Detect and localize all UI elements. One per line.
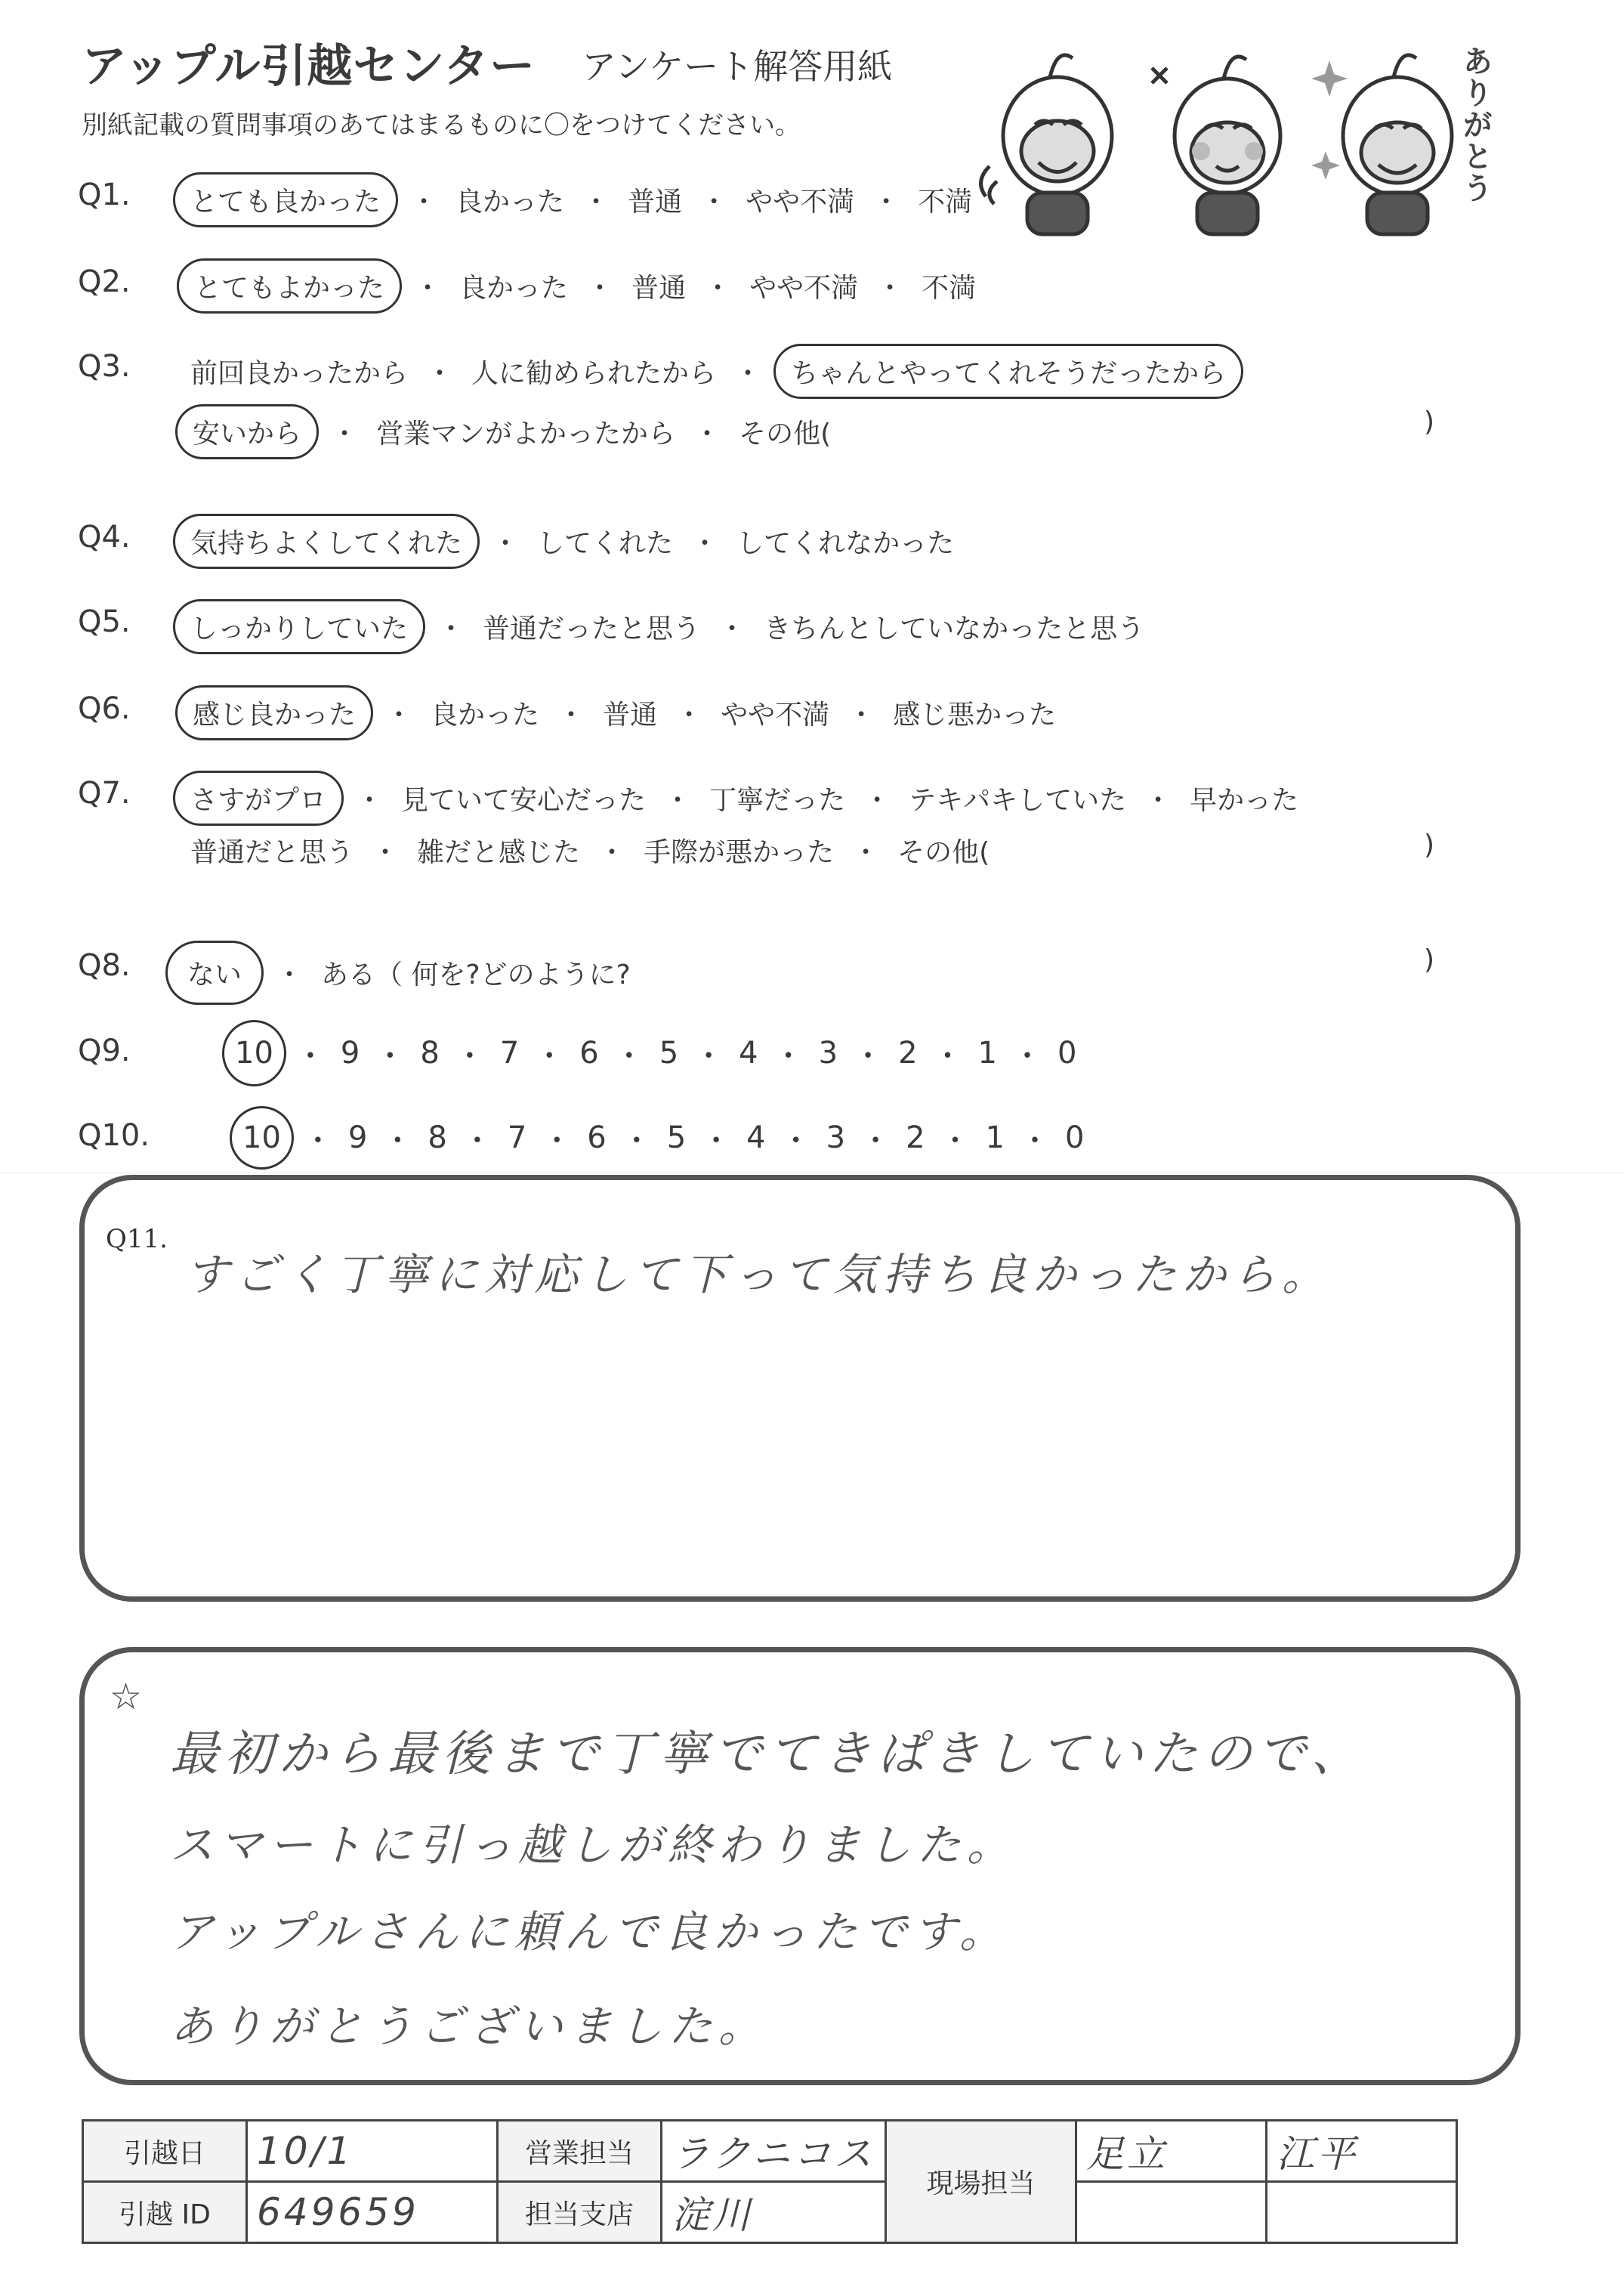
q4-label: Q4. bbox=[78, 520, 131, 555]
q3-option-other[interactable]: その他( bbox=[739, 419, 832, 450]
q5-options: しっかりしていた ・ 普通だったと思う ・ きちんとしていなかったと思う bbox=[178, 599, 1146, 654]
q3-option-circled[interactable]: ちゃんとやってくれそうだったから bbox=[773, 344, 1243, 399]
q10-option[interactable]: 2 bbox=[906, 1120, 925, 1155]
mascot-illustration bbox=[974, 23, 1518, 249]
free-comment-line: アップルさんに頼んで良かったです。 bbox=[170, 1906, 1009, 1958]
move-date-label: 引越日 bbox=[83, 2121, 247, 2182]
q7-label: Q7. bbox=[78, 776, 131, 811]
move-id-label: 引越 ID bbox=[83, 2182, 247, 2243]
q6-option[interactable]: 普通 bbox=[603, 700, 658, 731]
q6-option[interactable]: やや不満 bbox=[721, 700, 830, 731]
q10-option[interactable]: 3 bbox=[826, 1120, 846, 1155]
sales-rep-value[interactable]: ラクニコス bbox=[662, 2121, 886, 2182]
branch-value[interactable]: 淀川 bbox=[662, 2182, 886, 2243]
q8-option[interactable]: ある（ 何を?どのように? bbox=[321, 960, 631, 990]
q10-option[interactable]: 8 bbox=[428, 1120, 447, 1155]
q9-option[interactable]: 6 bbox=[579, 1036, 599, 1071]
q6-label: Q6. bbox=[78, 691, 131, 726]
q5-option[interactable]: きちんとしていなかったと思う bbox=[764, 613, 1145, 644]
q9-option-circled[interactable]: 10 bbox=[222, 1020, 286, 1086]
q11-label: Q11. bbox=[106, 1224, 168, 1254]
q10-option[interactable]: 5 bbox=[666, 1120, 687, 1155]
mascot-middle bbox=[1152, 57, 1280, 234]
mascot-left bbox=[981, 55, 1112, 234]
q1-option[interactable]: 不満 bbox=[918, 187, 973, 218]
q10-options: 10 ・ 9 ・ 8 ・ 7 ・ 6 ・ 5 ・ 4 ・ 3 ・ 2 ・ 1 ・ 0 bbox=[234, 1106, 1085, 1170]
q5-option[interactable]: 普通だったと思う bbox=[483, 613, 701, 644]
q4-option[interactable]: してくれなかった bbox=[736, 528, 955, 559]
q7-options-line1: さすがプロ ・ 見ていて安心だった ・ 丁寧だった ・ テキパキしていた ・ 早かった bbox=[178, 771, 1300, 826]
q9-option[interactable]: 1 bbox=[977, 1036, 997, 1071]
q3-option[interactable]: 営業マンがよかったから bbox=[376, 419, 676, 450]
q10-option[interactable]: 7 bbox=[507, 1120, 527, 1155]
branch-label: 担当支店 bbox=[498, 2182, 662, 2243]
site-staff-empty-1[interactable] bbox=[1076, 2182, 1267, 2243]
free-comment-line: ありがとうございました。 bbox=[170, 2001, 769, 2052]
q2-option[interactable]: 良かった bbox=[459, 273, 569, 304]
q9-option[interactable]: 5 bbox=[659, 1036, 679, 1071]
q9-option[interactable]: 3 bbox=[818, 1036, 838, 1071]
free-comment-line: スマートに引っ越しが終わりました。 bbox=[170, 1819, 1017, 1871]
star-icon: ☆ bbox=[110, 1676, 143, 1718]
move-date-value[interactable]: 10/1 bbox=[247, 2121, 498, 2182]
q1-options: とても良かった ・ 良かった ・ 普通 ・ やや不満 ・ 不満 bbox=[178, 172, 974, 227]
q8-option-circled[interactable]: ない bbox=[165, 941, 264, 1005]
mascot-right bbox=[1311, 55, 1452, 234]
q9-option[interactable]: 0 bbox=[1057, 1036, 1077, 1071]
q1-option[interactable]: やや不満 bbox=[746, 187, 855, 218]
q10-option[interactable]: 9 bbox=[347, 1120, 368, 1155]
q3-option[interactable]: 人に勧められたから bbox=[471, 358, 717, 389]
q9-label: Q9. bbox=[78, 1034, 131, 1068]
q7-option[interactable]: 見ていて安心だった bbox=[401, 785, 647, 816]
free-comment-line: 最初から最後まで丁寧でてきぱきしていたので、 bbox=[170, 1726, 1366, 1782]
q3-option[interactable]: 前回良かったから bbox=[190, 358, 409, 389]
mascot-thanks-text: ありがとう bbox=[1458, 45, 1493, 204]
q2-option-circled[interactable]: とてもよかった bbox=[177, 258, 402, 314]
q9-options: 10 ・ 9 ・ 8 ・ 7 ・ 6 ・ 5 ・ 4 ・ 3 ・ 2 ・ 1 ・ 0 bbox=[227, 1020, 1078, 1086]
q6-option-circled[interactable]: 感じ良かった bbox=[175, 685, 373, 740]
q9-option[interactable]: 9 bbox=[340, 1036, 360, 1071]
q7-option[interactable]: 早かった bbox=[1190, 785, 1299, 816]
q7-option[interactable]: 丁寧だった bbox=[709, 785, 846, 816]
staff-info-table bbox=[82, 2119, 1458, 2244]
move-id-value[interactable]: 649659 bbox=[247, 2182, 498, 2243]
q10-option[interactable]: 0 bbox=[1064, 1120, 1085, 1155]
q7-option[interactable]: テキパキしていた bbox=[909, 785, 1127, 816]
q5-option-circled[interactable]: しっかりしていた bbox=[173, 599, 425, 654]
q9-option[interactable]: 8 bbox=[420, 1036, 440, 1071]
q6-option[interactable]: 感じ悪かった bbox=[893, 700, 1057, 731]
q10-option[interactable]: 1 bbox=[985, 1120, 1005, 1155]
q8-label: Q8. bbox=[78, 948, 131, 983]
q3-label: Q3. bbox=[78, 349, 131, 384]
q2-option[interactable]: 普通 bbox=[631, 273, 687, 304]
q9-option[interactable]: 4 bbox=[739, 1036, 758, 1071]
q2-option[interactable]: やや不満 bbox=[749, 273, 859, 304]
q7-option-circled[interactable]: さすがプロ bbox=[173, 771, 344, 826]
q1-option[interactable]: 良かった bbox=[455, 187, 565, 218]
q7-close-paren: ) bbox=[1424, 830, 1435, 861]
q4-option[interactable]: してくれた bbox=[537, 528, 674, 559]
q4-option-circled[interactable]: 気持ちよくしてくれた bbox=[173, 514, 480, 569]
q1-label: Q1. bbox=[78, 178, 131, 212]
q7-option[interactable]: 雑だと感じた bbox=[417, 837, 581, 868]
q2-label: Q2. bbox=[78, 264, 131, 299]
form-title: アップル引越センター bbox=[82, 40, 536, 93]
site-staff-label: 現場担当 bbox=[886, 2121, 1076, 2243]
q10-option[interactable]: 4 bbox=[746, 1120, 766, 1155]
q7-options-line2: 普通だと思う ・ 雑だと感じた ・ 手際が悪かった ・ その他( bbox=[189, 831, 991, 870]
q3-close-paren: ) bbox=[1424, 406, 1435, 437]
form-instruction: 別紙記載の質問事項のあてはまるものに〇をつけてください。 bbox=[82, 110, 801, 141]
q2-options: とてもよかった ・ 良かった ・ 普通 ・ やや不満 ・ 不満 bbox=[181, 258, 977, 314]
q1-option-circled[interactable]: とても良かった bbox=[173, 172, 398, 227]
q10-option-circled[interactable]: 10 bbox=[230, 1106, 294, 1170]
form-subtitle: アンケート解答用紙 bbox=[582, 46, 893, 87]
site-staff-empty-2[interactable] bbox=[1267, 2182, 1457, 2243]
q2-option[interactable]: 不満 bbox=[922, 273, 977, 304]
q3-options-line2: 安いから ・ 営業マンがよかったから ・ その他( bbox=[180, 404, 832, 459]
q5-label: Q5. bbox=[78, 604, 131, 639]
q9-option[interactable]: 2 bbox=[898, 1036, 918, 1071]
q6-options: 感じ良かった ・ 良かった ・ 普通 ・ やや不満 ・ 感じ悪かった bbox=[180, 685, 1057, 740]
site-staff-value-1[interactable]: 足立 bbox=[1076, 2121, 1267, 2182]
q8-options: ない ・ ある（ 何を?どのように? bbox=[170, 941, 632, 1005]
q10-label: Q10. bbox=[78, 1118, 150, 1153]
q3-option-circled[interactable]: 安いから bbox=[175, 404, 319, 459]
q4-options: 気持ちよくしてくれた ・ してくれた ・ してくれなかった bbox=[178, 514, 956, 569]
q7-option[interactable]: 普通だと思う bbox=[190, 837, 354, 868]
q10-option[interactable]: 6 bbox=[587, 1120, 607, 1155]
q7-option[interactable]: 手際が悪かった bbox=[644, 837, 835, 868]
sales-rep-label: 営業担当 bbox=[498, 2121, 662, 2182]
q8-close-paren: ) bbox=[1424, 944, 1435, 975]
q11-handwritten-answer: すごく丁寧に対応して下って気持ち良かったから。 bbox=[185, 1249, 1332, 1300]
q6-option[interactable]: 良かった bbox=[431, 700, 540, 731]
q9-option[interactable]: 7 bbox=[499, 1036, 520, 1071]
q3-options-line1: 前回良かったから ・ 人に勧められたから ・ ちゃんとやってくれそうだったから bbox=[189, 344, 1239, 399]
q1-option[interactable]: 普通 bbox=[628, 187, 683, 218]
q7-option-other[interactable]: その他( bbox=[897, 837, 990, 868]
site-staff-value-2[interactable]: 江平 bbox=[1267, 2121, 1457, 2182]
